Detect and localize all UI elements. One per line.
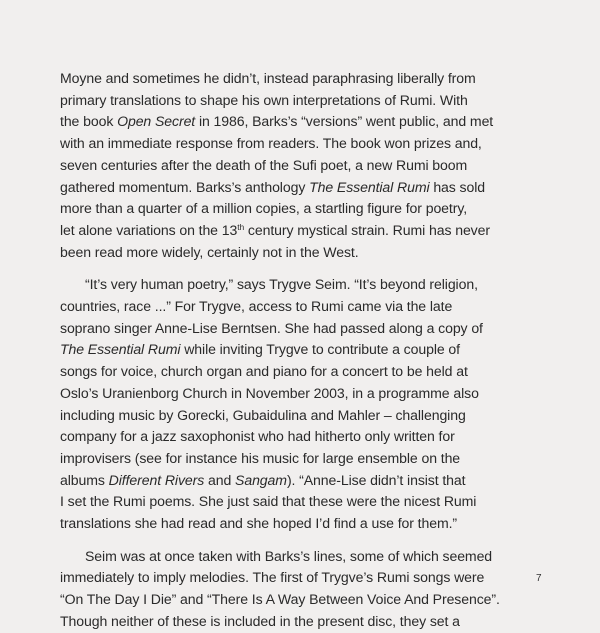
paragraph-gap <box>60 535 538 546</box>
text-line: company for a jazz saxophonist who had hitherto only written for <box>60 428 455 445</box>
page-number: 7 <box>536 573 542 584</box>
text-line: Moyne and sometimes he didn’t, instead paraphrasing liberally from <box>60 70 476 86</box>
paragraph-gap <box>60 263 538 274</box>
text-line: been read more widely, certainly not in the West. <box>60 243 359 260</box>
text-line: seven centuries after the death of the Sufi poet, a new Rumi boom <box>60 156 468 173</box>
text-line: the book Open Secret in 1986, Barks’s “versions” went public, and met <box>60 113 494 130</box>
text-line: more than a quarter of a million copies, a startling figure for poetry, <box>60 200 468 217</box>
body-text <box>60 68 538 633</box>
text-line: countries, race ...” For Trygve, access to Rumi came via the late <box>60 298 453 315</box>
text-line: albums Different Rivers and Sangam). “Anne-Lise didn’t insist that <box>60 471 466 488</box>
text-line: I set the Rumi poems. She just said that these were the nicest Rumi <box>60 493 477 510</box>
text-line: immediately to imply melodies. The first of Trygve’s Rumi songs were <box>60 569 485 586</box>
text-line: let alone variations on the 13th century mystical strain. Rumi has never <box>60 221 490 238</box>
text-line: songs for voice, church organ and piano for a concert to be held at <box>60 363 468 380</box>
book-title: Open Secret <box>117 113 196 130</box>
text-line: gathered momentum. Barks’s anthology The Essential Rumi has sold <box>60 178 486 195</box>
text-line: improvisers (see for instance his music for large ensemble on the <box>60 449 461 466</box>
text-line: Oslo’s Uranienborg Church in November 2003, in a programme also <box>60 384 479 401</box>
text-line: Seim was at once taken with Barks’s lines, some of which seemed <box>85 547 493 564</box>
text-line: primary translations to shape his own interpretations of Rumi. With <box>60 91 468 108</box>
text-line: “It’s very human poetry,” says Trygve Seim. “It’s beyond religion, <box>85 276 478 293</box>
text-line: translations she had read and she hoped I’d find a use for them.” <box>60 515 457 532</box>
text-line: soprano singer Anne-Lise Berntsen. She had passed along a copy of <box>60 319 483 336</box>
book-title: The Essential Rumi <box>60 341 181 358</box>
text-line: including music by Gorecki, Gubaidulina and Mahler – challenging <box>60 406 466 423</box>
paragraph-2 <box>60 274 538 534</box>
ordinal-superscript: th <box>237 221 245 232</box>
book-title: The Essential Rumi <box>309 178 430 195</box>
text-line: with an immediate response from readers. The book won prizes and, <box>60 135 482 152</box>
paragraph-3 <box>60 546 538 633</box>
text-line: “On The Day I Die” and “There Is A Way Between Voice And Presence”. <box>60 591 500 608</box>
album-title: Different Rivers <box>108 471 205 488</box>
text-line: Though neither of these is included in the present disc, they set a <box>60 612 460 629</box>
album-title: Sangam <box>235 471 287 488</box>
paragraph-1 <box>60 68 538 263</box>
text-line: The Essential Rumi while inviting Trygve to contribute a couple of <box>60 341 460 358</box>
